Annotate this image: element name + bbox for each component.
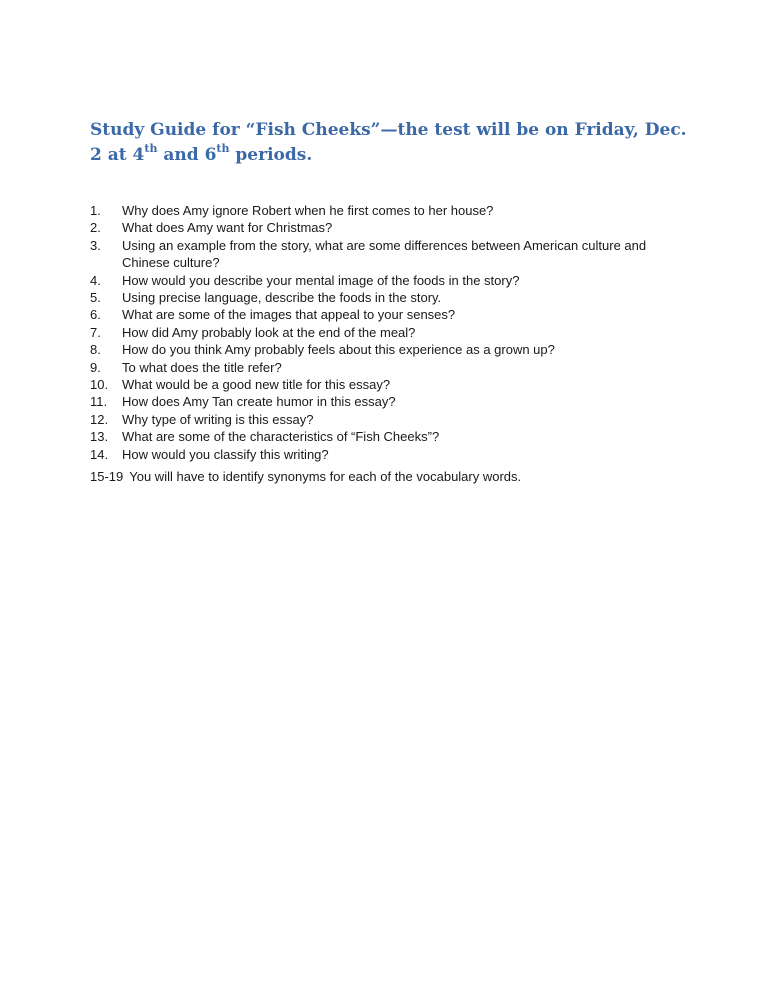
question-text: Using precise language, describe the foods in the story. [122, 290, 442, 306]
question-item [90, 202, 690, 219]
question-item [90, 324, 690, 341]
question-number: 7. [90, 324, 101, 340]
question-item [90, 341, 690, 358]
question-number: 14. [90, 446, 109, 462]
question-number: 6. [90, 307, 101, 323]
question-text: What does Amy want for Christmas? [122, 220, 333, 236]
vocabulary-note-text: You will have to identify synonyms for each of the vocabulary words. [129, 469, 522, 484]
question-item [90, 306, 690, 323]
question-number: 5. [90, 290, 101, 306]
question-number: 10. [90, 377, 109, 393]
question-item [90, 393, 690, 410]
question-number: 9. [90, 359, 101, 375]
question-number: 1. [90, 203, 101, 218]
title-superscript-1: th [144, 142, 158, 156]
question-text: How would you classify this writing? [122, 446, 329, 462]
question-text: Why type of writing is this essay? [122, 411, 314, 427]
question-number: 3. [90, 237, 101, 253]
question-item [90, 428, 690, 445]
question-number: 13. [90, 429, 109, 445]
document-title [90, 118, 690, 168]
question-text: What would be a good new title for this essay? [122, 377, 391, 393]
question-number: 11. [90, 394, 108, 410]
title-part-1: Study Guide for “Fish Cheeks”—the test will be on Friday, Dec. 2 at 4 [90, 120, 687, 165]
question-text: What are some of the images that appeal to your senses? [122, 307, 456, 323]
question-text: How did Amy probably look at the end of the meal? [122, 324, 416, 340]
question-item [90, 446, 690, 463]
question-text: How do you think Amy probably feels about this experience as a grown up? [122, 342, 555, 358]
question-number: 4. [90, 272, 101, 288]
question-item [90, 289, 690, 306]
question-text: Using an example from the story, what are some differences between American culture and Chinese culture? [122, 237, 647, 271]
vocabulary-range: 15-19 [90, 469, 124, 484]
question-item [90, 272, 690, 289]
question-item [90, 237, 690, 272]
vocabulary-note [90, 468, 690, 485]
question-item [90, 376, 690, 393]
title-part-2: and 6 [157, 145, 217, 165]
question-item [90, 219, 690, 236]
question-text: What are some of the characteristics of “Fish Cheeks”? [122, 429, 440, 445]
title-superscript-2: th [216, 142, 230, 156]
question-number: 2. [90, 220, 101, 236]
title-part-3: periods. [229, 145, 313, 165]
question-text: Why does Amy ignore Robert when he first comes to her house? [122, 203, 494, 218]
question-list [90, 202, 690, 463]
question-text: How would you describe your mental image of the foods in the story? [122, 272, 520, 288]
question-number: 12. [90, 411, 109, 427]
question-text: To what does the title refer? [122, 359, 282, 375]
question-item [90, 411, 690, 428]
question-text: How does Amy Tan create humor in this essay? [122, 394, 396, 410]
question-item [90, 359, 690, 376]
question-number: 8. [90, 342, 101, 358]
